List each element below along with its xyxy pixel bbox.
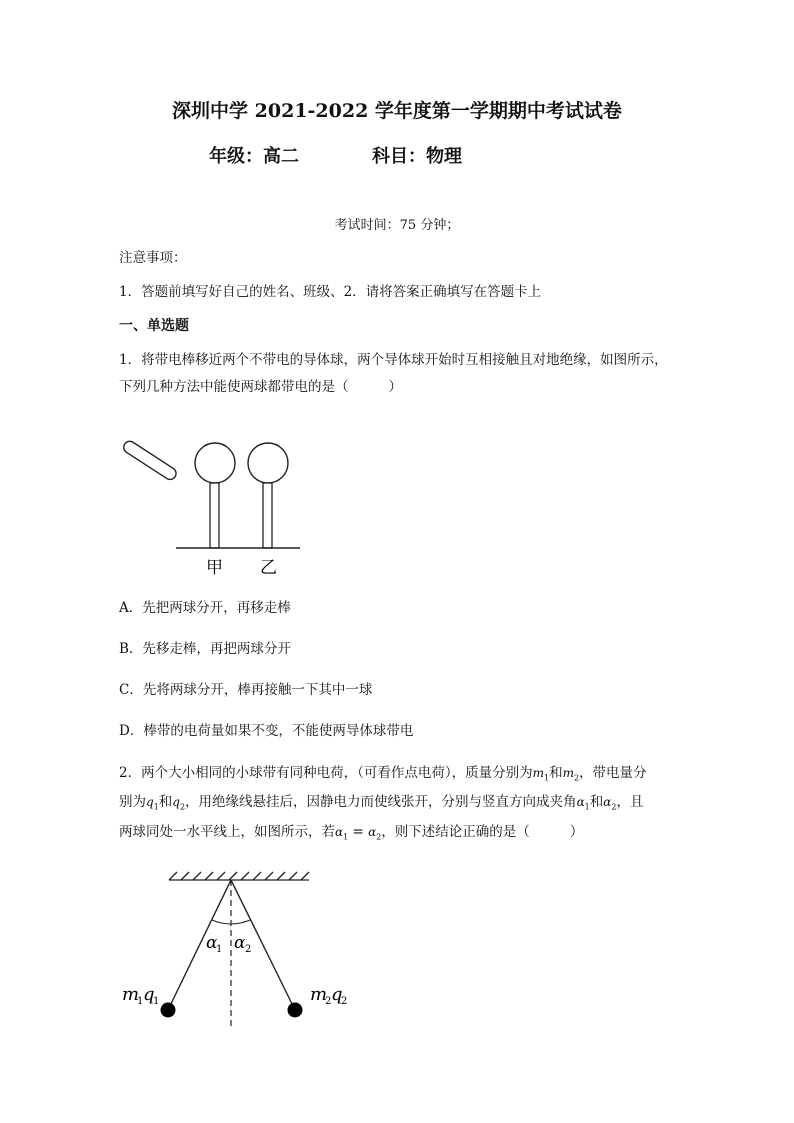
subject-label: 科目：物理: [372, 146, 462, 167]
m1-subscript: 1: [137, 996, 144, 1007]
q2-subscript: 2: [341, 996, 348, 1007]
ball-2: [288, 1003, 303, 1018]
alpha1-subscript: 1: [216, 944, 223, 955]
section-title-single-choice: 一、单选题: [119, 318, 189, 334]
q2-figure: [110, 862, 370, 1032]
q1-stem-line1: 1．将带电棒移近两个不带电的导体球，两个导体球开始时互相接触且对地绝缘，如图所示，: [119, 352, 668, 368]
q2-stem-line1: 2．两个大小相同的小球带有同种电荷，（可看作点电荷），质量分别为$m_1$和$m_2$，带电量分: [119, 765, 647, 783]
ball-1: [161, 1003, 176, 1018]
exam-time: 考试时间：75 分钟；: [334, 218, 460, 233]
notes-item-1: 1．答题前填写好自己的姓名、班级、2．请将答案正确填写在答题卡上: [119, 284, 542, 300]
exam-title: 深圳中学 2021-2022 学年度第一学期期中考试试卷: [172, 100, 622, 122]
m2-symbol: m: [310, 984, 328, 1005]
stand-b: [263, 483, 272, 548]
q1-option-a: A．先把两球分开，再移走棒: [119, 600, 291, 616]
alpha2-subscript: 2: [245, 944, 252, 955]
grade-label: 年级：高二: [209, 146, 299, 167]
q1-subscript: 1: [153, 996, 160, 1007]
q1-stem-line2: 下列几种方法中能使两球都带电的是（ ）: [119, 379, 402, 395]
q2-symbol: q: [331, 984, 343, 1005]
label-jia: 甲: [206, 558, 223, 578]
q1-option-c: C．先将两球分开，棒再接触一下其中一球: [119, 682, 373, 698]
q1-option-d: D．棒带的电荷量如果不变，不能使两导体球带电: [119, 723, 414, 739]
q2-stem-line3: 两球同处一水平线上，如图所示，若$\alpha_1 = \alpha_2$，则下述结论正确的是（ ）: [119, 824, 584, 842]
sphere-b: [248, 443, 288, 483]
q2-stem-line2: 别为$q_1$和$q_2$，用绝缘线悬挂后，因静电力而使线张开，分别与竖直方向成夹角$\alpha_1$和$\alpha_2$，且: [119, 794, 644, 812]
label-yi: 乙: [260, 558, 277, 578]
m1-symbol: m: [122, 984, 140, 1005]
alpha1-symbol: α: [206, 933, 218, 953]
sphere-a: [195, 443, 235, 483]
stand-a: [210, 483, 219, 548]
q1-symbol: q: [143, 984, 155, 1005]
alpha2-symbol: α: [234, 933, 246, 953]
ceiling-hatch: [169, 872, 309, 880]
q1-option-b: B．先移走棒，再把两球分开: [119, 641, 291, 657]
m2-subscript: 2: [325, 996, 332, 1007]
charged-rod: [121, 439, 178, 482]
q1-figure: [120, 418, 320, 583]
notes-heading: 注意事项：: [119, 250, 187, 266]
